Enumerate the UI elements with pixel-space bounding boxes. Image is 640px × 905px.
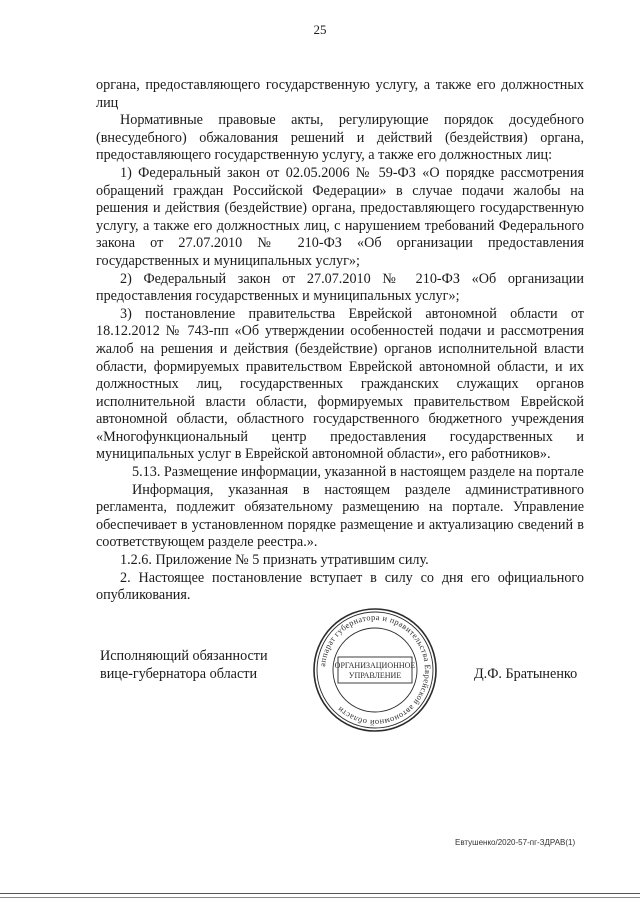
official-stamp (310, 605, 440, 735)
signatory-position-line2: вице-губернатора области (100, 665, 258, 682)
document-body (96, 77, 584, 605)
stamp-center-line2: УПРАВЛЕНИЕ (348, 671, 402, 680)
paragraph-normative-acts: Нормативные правовые акты, регулирующие порядок досудебного (внесудебного) обжалования решений и действий (бездействия) органа, предоставляющего государственную услугу, а также его должностных лиц: (96, 112, 584, 164)
stamp-center-line1: ОРГАНИЗАЦИОННОЕ (334, 661, 416, 670)
svg-text:аппарат губернатора и правител (318, 613, 432, 727)
paragraph-effective-date: 2. Настоящее постановление вступает в силу со дня его официального опубликования. (96, 569, 584, 604)
stamp-ring-text: аппарат губернатора и правительства Еврейской автономной области (318, 612, 433, 728)
paragraph-section-5-13: 5.13. Размещение информации, указанной в настоящем разделе на портале (132, 464, 584, 481)
paragraph-appendix-5: 1.2.6. Приложение № 5 признать утратившим силу. (120, 552, 429, 569)
paragraph-law-59fz: 1) Федеральный закон от 02.05.2006 № 59-ФЗ «О порядке рассмотрения обращений граждан Российской Федерации» в случае подачи жалобы на решения и действия (бездействие) органа, предоставляющего государственную услугу, а также его должностных лиц, с нарушением требований Федерального закона от 27.07.2010 № 210-ФЗ «Об организации предоставления государственных и муниципальных услуг»; (96, 164, 584, 269)
paragraph-resolution-743pp: 3) постановление правительства Еврейской автономной области от 18.12.2012 № 743-пп «Об утверждении особенностей подачи и рассмотрения жалоб на решения и действия (бездействие) органов исполнительной власти области, формируемых правительством Еврейской автономной области, и их должностных лиц, государственных гражданских служащих органов исполнительной власти области, формируемых правительством Еврейской автономной области, областного государственного бюджетного учреждения «Многофункциональный центр предоставления государственных и муниципальных услуг в Еврейской автономной области», его работников». (96, 305, 584, 463)
page-number: 25 (313, 22, 327, 37)
bottom-rule-secondary (0, 897, 640, 898)
bottom-rule (0, 893, 640, 894)
signatory-position-line1: Исполняющий обязанности (100, 648, 268, 664)
signatory-position (100, 648, 268, 683)
document-footer-code: Евтушенко/2020-57-пг-ЗДРАВ(1) (455, 838, 576, 847)
paragraph-continuation: органа, предоставляющего государственную услугу, а также его должностных лиц (96, 77, 584, 111)
paragraph-information: Информация, указанная в настоящем разделе административного регламента, подлежит обязательному размещению на портале. Управление обеспечивает в установленном порядке размещение и актуализацию сведений в соответствующем разделе реестра.». (96, 481, 584, 551)
signatory-name: Д.Ф. Братыненко (474, 666, 578, 682)
paragraph-law-210fz: 2) Федеральный закон от 27.07.2010 № 210-ФЗ «Об организации предоставления государственных и муниципальных услуг»; (96, 270, 584, 305)
